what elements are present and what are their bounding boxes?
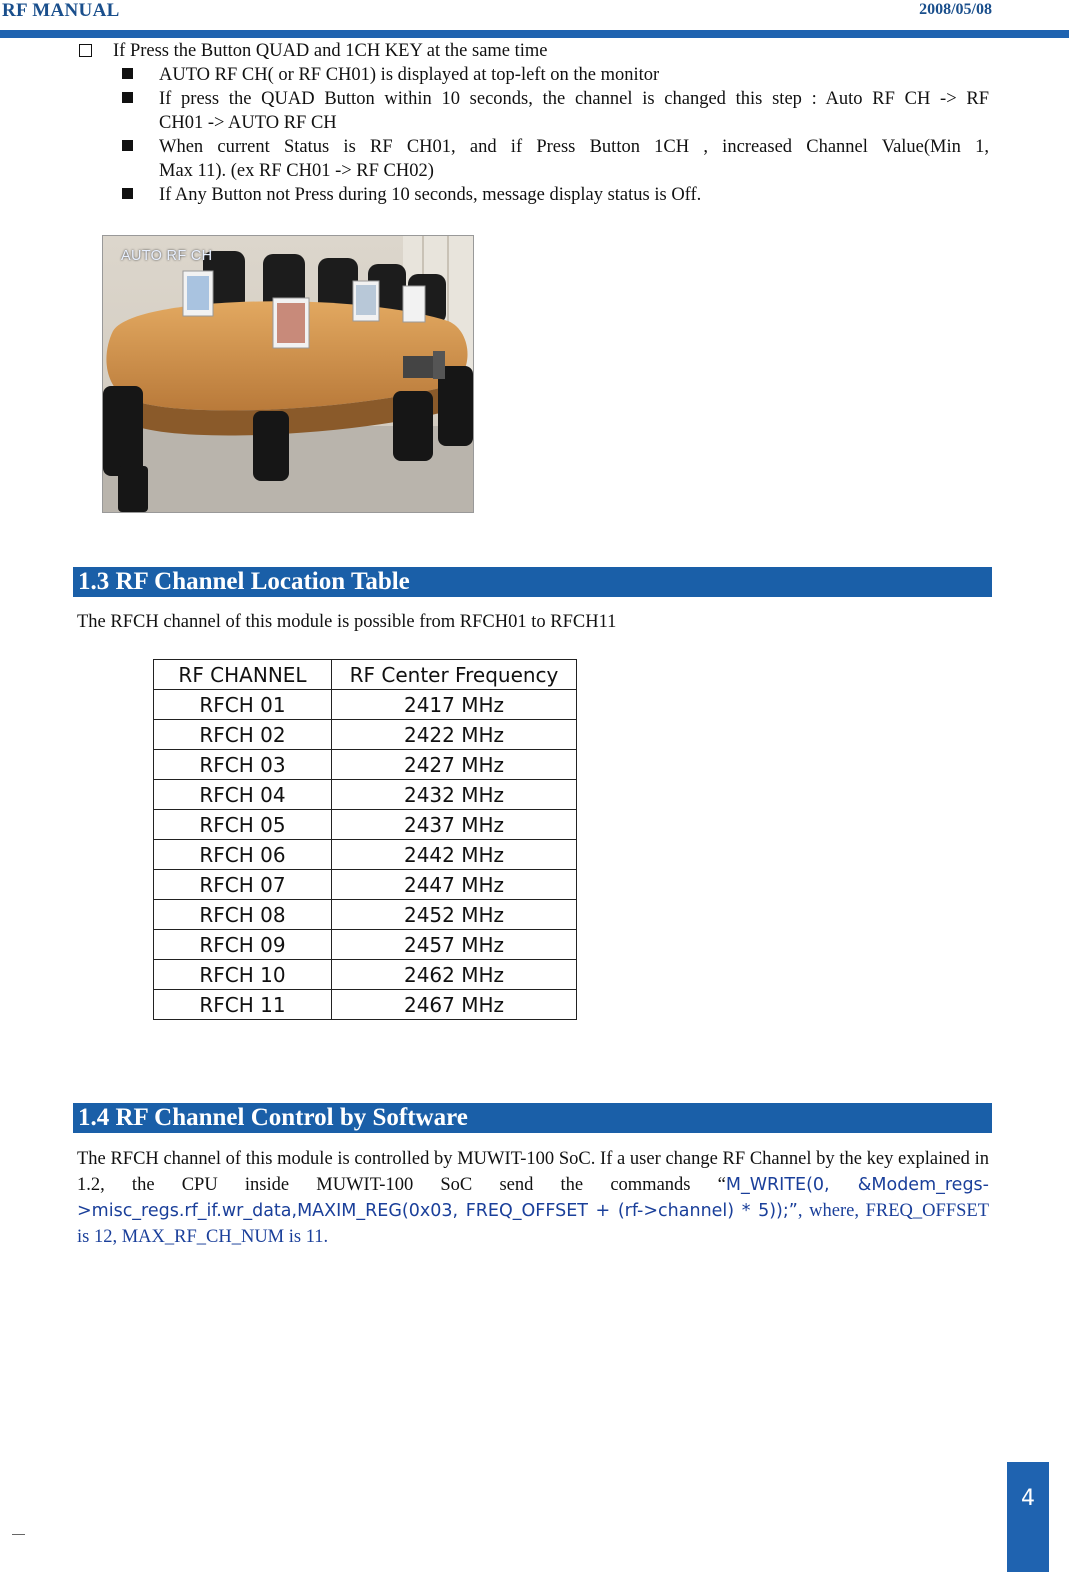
intro-main-item: If Press the Button QUAD and 1CH KEY at the same time	[113, 41, 548, 61]
table-row	[154, 960, 577, 990]
channel-cell: RFCH 05	[154, 810, 332, 840]
frequency-cell: 2467 MHz	[332, 990, 577, 1020]
square-bullet-icon	[122, 92, 133, 103]
table-row	[154, 840, 577, 870]
column-header-channel: RF CHANNEL	[154, 660, 332, 690]
channel-cell: RFCH 09	[154, 930, 332, 960]
channel-cell: RFCH 08	[154, 900, 332, 930]
square-bullet-icon	[122, 68, 133, 79]
section-heading-1-4: 1.4 RF Channel Control by Software	[73, 1103, 992, 1133]
frequency-cell: 2417 MHz	[332, 690, 577, 720]
page-number: 4	[1007, 1462, 1049, 1572]
bullet-4-line-1: If Any Button not Press during 10 seconds, message display status is Off.	[159, 185, 702, 205]
bullet-1-line-1: AUTO RF CH( or RF CH01) is displayed at top-left on the monitor	[159, 65, 660, 85]
monitor-overlay-label: AUTO RF CH	[121, 248, 213, 264]
table-row	[154, 780, 577, 810]
table-row	[154, 900, 577, 930]
channel-cell: RFCH 11	[154, 990, 332, 1020]
header-divider	[0, 30, 1069, 38]
paragraph-tail: , where, FREQ_OFFSET is 12, MAX_RF_CH_NUM is 11.	[77, 1201, 989, 1247]
frequency-cell: 2462 MHz	[332, 960, 577, 990]
document-title: RF MANUAL	[2, 0, 120, 21]
frequency-cell: 2432 MHz	[332, 780, 577, 810]
table-row	[154, 750, 577, 780]
frequency-cell: 2452 MHz	[332, 900, 577, 930]
bullet-3-line-1: When current Status is RF CH01, and if Press Button 1CH , increased Channel Value(Min 1,	[159, 137, 989, 157]
frequency-cell: 2437 MHz	[332, 810, 577, 840]
section-heading-1-3: 1.3 RF Channel Location Table	[73, 567, 992, 597]
bullet-3-line-2: Max 11). (ex RF CH01 -> RF CH02)	[159, 161, 434, 181]
table-row	[154, 870, 577, 900]
channel-cell: RFCH 01	[154, 690, 332, 720]
checkbox-bullet-icon	[79, 44, 92, 57]
section-1-4-paragraph	[77, 1146, 989, 1250]
square-bullet-icon	[122, 188, 133, 199]
channel-cell: RFCH 10	[154, 960, 332, 990]
table-row	[154, 930, 577, 960]
table-row	[154, 810, 577, 840]
table-header-row	[154, 660, 577, 690]
channel-cell: RFCH 03	[154, 750, 332, 780]
frequency-cell: 2427 MHz	[332, 750, 577, 780]
frequency-cell: 2442 MHz	[332, 840, 577, 870]
channel-cell: RFCH 07	[154, 870, 332, 900]
document-date: 2008/05/08	[919, 1, 992, 18]
column-header-frequency: RF Center Frequency	[332, 660, 577, 690]
channel-cell: RFCH 06	[154, 840, 332, 870]
section-1-3-description: The RFCH channel of this module is possible from RFCH01 to RFCH11	[77, 612, 617, 632]
square-bullet-icon	[122, 140, 133, 151]
table-row	[154, 990, 577, 1020]
paragraph-text: The RFCH channel of this module is controlled by MUWIT-100 SoC. If a user change RF Channel by the key explained in 1.2, the CPU inside MUWIT-100 SoC send the commands “	[77, 1149, 989, 1195]
channel-cell: RFCH 02	[154, 720, 332, 750]
table-row	[154, 690, 577, 720]
bullet-2-line-2: CH01 -> AUTO RF CH	[159, 113, 337, 133]
rf-channel-table	[153, 659, 577, 1020]
frequency-cell: 2422 MHz	[332, 720, 577, 750]
bullet-2-line-1: If press the QUAD Button within 10 seconds, the channel is changed this step : Auto RF CH -> RF	[159, 89, 989, 109]
frequency-cell: 2457 MHz	[332, 930, 577, 960]
footer-mark	[12, 1534, 25, 1535]
conference-room-image	[103, 236, 473, 512]
write-command-code: M_WRITE(0, &Modem_regs->misc_regs.rf_if.wr_data,MAXIM_REG(0x03, FREQ_OFFSET + (rf->channel) * 5));”	[77, 1175, 989, 1221]
channel-cell: RFCH 04	[154, 780, 332, 810]
table-row	[154, 720, 577, 750]
frequency-cell: 2447 MHz	[332, 870, 577, 900]
monitor-screenshot	[102, 235, 474, 513]
